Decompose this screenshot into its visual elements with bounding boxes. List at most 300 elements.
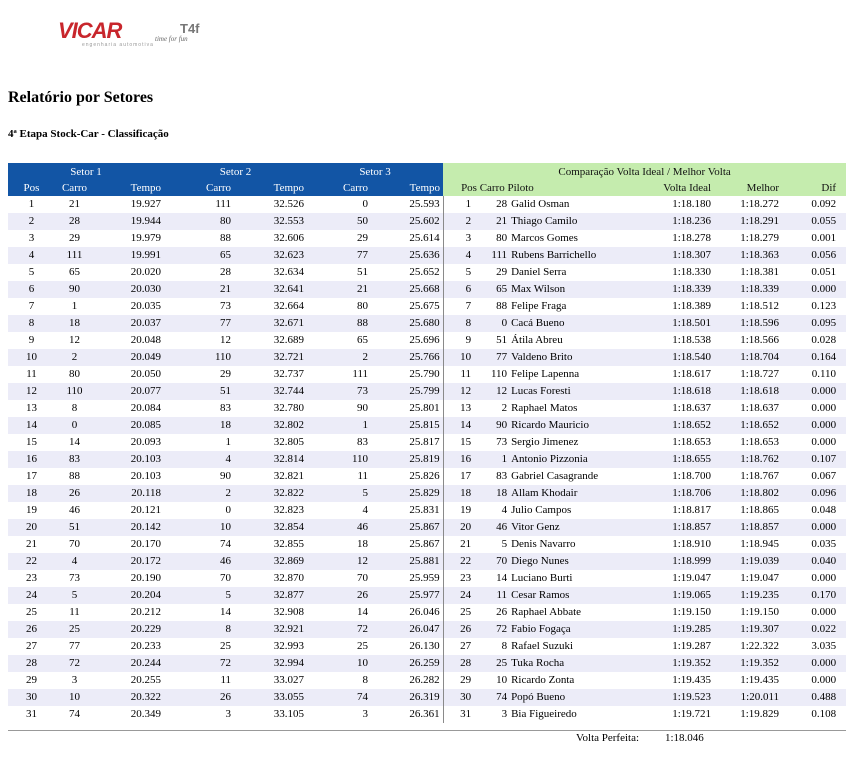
sector1-car: 90 bbox=[55, 281, 94, 298]
cmp-best-lap: 1:18.727 bbox=[740, 368, 780, 380]
cmp-driver: Rubens Barrichello bbox=[510, 247, 649, 264]
sector3-car: 0 bbox=[362, 198, 369, 210]
sector1-time: 20.233 bbox=[130, 640, 162, 652]
sector3-time: 25.652 bbox=[371, 264, 443, 281]
sector1-car: 8 bbox=[71, 402, 78, 414]
sector1-time: 20.103 bbox=[94, 451, 164, 468]
cmp-pos: 5 bbox=[465, 266, 472, 278]
sector2-time: 32.823 bbox=[273, 504, 305, 516]
cmp-car: 28 bbox=[496, 198, 508, 210]
sector2-car: 12 bbox=[220, 334, 232, 346]
sector2-time: 32.921 bbox=[234, 621, 307, 638]
sector1-time: 20.049 bbox=[94, 349, 164, 366]
sector1-time: 20.020 bbox=[130, 266, 162, 278]
cmp-car: 73 bbox=[496, 436, 508, 448]
table-row bbox=[8, 672, 846, 689]
cmp-driver: Cesar Ramos bbox=[510, 587, 649, 604]
sector3-car: 8 bbox=[362, 674, 369, 686]
sector2-car: 73 bbox=[220, 300, 232, 312]
cmp-best-lap: 1:18.291 bbox=[714, 213, 782, 230]
sector2-time: 32.870 bbox=[273, 572, 305, 584]
cmp-diff: 0.092 bbox=[811, 198, 837, 210]
sector1-time: 20.084 bbox=[130, 402, 162, 414]
cmp-ideal-lap: 1:18.389 bbox=[672, 300, 712, 312]
sector-pos: 30 bbox=[8, 689, 55, 706]
cmp-best-lap: 1:18.762 bbox=[714, 451, 782, 468]
sector3-car: 5 bbox=[307, 485, 371, 502]
sector1-time: 20.229 bbox=[94, 621, 164, 638]
cmp-diff: 0.000 bbox=[782, 281, 846, 298]
sector3-car: 80 bbox=[357, 300, 369, 312]
cmp-driver: Cacá Bueno bbox=[510, 315, 649, 332]
cmp-ideal-lap: 1:19.523 bbox=[649, 689, 714, 706]
table-row bbox=[8, 213, 846, 230]
cmp-ideal-lap: 1:18.538 bbox=[672, 334, 712, 346]
sector1-time: 19.944 bbox=[94, 213, 164, 230]
cmp-best-lap: 1:18.802 bbox=[714, 485, 782, 502]
cmp-driver: Daniel Serra bbox=[511, 266, 567, 278]
sector-pos: 29 bbox=[26, 674, 37, 686]
sector2-time: 32.780 bbox=[273, 402, 305, 414]
cmp-diff: 0.123 bbox=[811, 300, 837, 312]
sector2-car: 111 bbox=[215, 198, 232, 210]
table-row bbox=[8, 349, 846, 366]
cmp-driver: Julio Campos bbox=[511, 504, 572, 516]
sector-pos: 27 bbox=[26, 640, 37, 652]
cmp-driver: Fabio Fogaça bbox=[510, 621, 649, 638]
sector1-car: 80 bbox=[69, 368, 80, 380]
sector1-car: 73 bbox=[69, 572, 80, 584]
sector1-time: 20.212 bbox=[130, 606, 162, 618]
sector3-time: 26.046 bbox=[371, 604, 443, 621]
sector1-time: 20.190 bbox=[130, 572, 162, 584]
sector1-time: 20.048 bbox=[130, 334, 162, 346]
cmp-car: 90 bbox=[475, 417, 510, 434]
cmp-diff: 0.000 bbox=[811, 674, 837, 686]
sector1-time: 20.170 bbox=[130, 538, 162, 550]
cmp-pos: 21 bbox=[460, 538, 472, 550]
sector1-car: 88 bbox=[69, 470, 80, 482]
sector1-car: 11 bbox=[69, 606, 80, 618]
sector3-car: 3 bbox=[362, 708, 369, 720]
cmp-ideal-lap: 1:18.817 bbox=[672, 504, 712, 516]
sector-pos: 6 bbox=[8, 281, 55, 298]
sector3-time: 25.675 bbox=[371, 298, 443, 315]
sector1-time: 20.030 bbox=[94, 281, 164, 298]
cmp-best-lap: 1:19.150 bbox=[740, 606, 780, 618]
cmp-ideal-lap: 1:18.655 bbox=[649, 451, 714, 468]
sector1-car: 1 bbox=[71, 300, 78, 312]
sector-pos: 26 bbox=[8, 621, 55, 638]
sector3-car: 74 bbox=[307, 689, 371, 706]
cmp-pos: 24 bbox=[443, 587, 475, 604]
cmp-ideal-lap: 1:18.501 bbox=[649, 315, 714, 332]
cmp-ideal-lap: 1:19.065 bbox=[649, 587, 714, 604]
cmp-best-lap: 1:18.704 bbox=[714, 349, 782, 366]
cmp-driver: Lucas Foresti bbox=[510, 383, 649, 400]
cmp-diff: 0.000 bbox=[811, 436, 837, 448]
cmp-diff: 0.095 bbox=[782, 315, 846, 332]
sector1-car: 51 bbox=[55, 519, 94, 536]
cmp-diff: 0.170 bbox=[782, 587, 846, 604]
sector3-time: 26.282 bbox=[371, 672, 443, 689]
sector1-time: 20.077 bbox=[94, 383, 164, 400]
sector3-time: 25.799 bbox=[371, 383, 443, 400]
sector3-time: 25.790 bbox=[371, 366, 443, 383]
sector2-car: 0 bbox=[225, 504, 232, 516]
cmp-car: 74 bbox=[475, 689, 510, 706]
sector3-time: 25.602 bbox=[371, 213, 443, 230]
sector3-car: 51 bbox=[357, 266, 369, 278]
cmp-pos: 31 bbox=[460, 708, 472, 720]
cmp-car: 14 bbox=[496, 572, 508, 584]
cmp-best-lap: 1:18.857 bbox=[714, 519, 782, 536]
sector2-car: 65 bbox=[164, 247, 234, 264]
sector1-car: 3 bbox=[71, 674, 78, 686]
cmp-diff: 0.000 bbox=[782, 519, 846, 536]
sector1-car: 110 bbox=[55, 383, 94, 400]
sector3-time: 25.959 bbox=[371, 570, 443, 587]
cmp-driver: Max Wilson bbox=[510, 281, 649, 298]
cmp-best-lap: 1:19.235 bbox=[714, 587, 782, 604]
sector1-time: 20.255 bbox=[130, 674, 162, 686]
cmp-ideal-lap: 1:19.150 bbox=[672, 606, 712, 618]
sector2-time: 32.854 bbox=[234, 519, 307, 536]
sector-pos: 4 bbox=[8, 247, 55, 264]
sector3-car: 111 bbox=[352, 368, 369, 380]
table-row bbox=[8, 468, 846, 485]
sector2-time: 32.855 bbox=[273, 538, 305, 550]
sector-pos: 18 bbox=[8, 485, 55, 502]
cmp-ideal-lap: 1:18.540 bbox=[649, 349, 714, 366]
sector1-car: 111 bbox=[55, 247, 94, 264]
sector3-car: 50 bbox=[307, 213, 371, 230]
sector1-time: 20.142 bbox=[94, 519, 164, 536]
cmp-diff: 0.001 bbox=[811, 232, 837, 244]
sector2-time: 32.606 bbox=[273, 232, 305, 244]
cmp-car: 18 bbox=[475, 485, 510, 502]
cmp-driver: Thiago Camilo bbox=[510, 213, 649, 230]
sector3-car: 90 bbox=[357, 402, 369, 414]
cmp-driver: Ricardo Mauricio bbox=[510, 417, 649, 434]
sector2-car: 74 bbox=[220, 538, 232, 550]
sector3-time: 26.130 bbox=[371, 638, 443, 655]
table-row bbox=[8, 230, 846, 247]
table-row bbox=[8, 196, 846, 213]
cmp-pos: 6 bbox=[443, 281, 475, 298]
cmp-pos: 16 bbox=[443, 451, 475, 468]
cmp-car: 8 bbox=[501, 640, 508, 652]
cmp-best-lap: 1:18.618 bbox=[714, 383, 782, 400]
cmp-best-lap: 1:19.829 bbox=[740, 708, 780, 720]
cmp-best-lap: 1:18.272 bbox=[740, 198, 780, 210]
sector2-car: 14 bbox=[220, 606, 232, 618]
col-dif: Dif bbox=[782, 180, 846, 196]
cmp-pos: 1 bbox=[465, 198, 472, 210]
col-carro: Carro bbox=[307, 180, 371, 196]
sector2-time: 33.105 bbox=[273, 708, 305, 720]
sector2-car: 77 bbox=[164, 315, 234, 332]
sector2-car: 1 bbox=[225, 436, 232, 448]
table-row bbox=[8, 451, 846, 468]
sector-pos: 7 bbox=[28, 300, 35, 312]
cmp-pos: 3 bbox=[465, 232, 472, 244]
sector2-time: 32.689 bbox=[273, 334, 305, 346]
sector2-time: 32.822 bbox=[234, 485, 307, 502]
sector3-car: 2 bbox=[307, 349, 371, 366]
cmp-driver: Raphael Matos bbox=[511, 402, 578, 414]
sector1-car: 18 bbox=[55, 315, 94, 332]
cmp-best-lap: 1:18.596 bbox=[714, 315, 782, 332]
sector3-car: 65 bbox=[357, 334, 369, 346]
cmp-ideal-lap: 1:18.180 bbox=[672, 198, 712, 210]
sector3-time: 25.817 bbox=[371, 434, 443, 451]
cmp-best-lap: 1:18.945 bbox=[740, 538, 780, 550]
sector3-time: 26.047 bbox=[371, 621, 443, 638]
cmp-car: 1 bbox=[475, 451, 510, 468]
sector3-time: 25.593 bbox=[371, 196, 443, 213]
sector3-car: 11 bbox=[357, 470, 369, 482]
sector-pos: 12 bbox=[8, 383, 55, 400]
cmp-ideal-lap: 1:18.706 bbox=[649, 485, 714, 502]
table-row bbox=[8, 706, 846, 723]
cmp-car: 72 bbox=[475, 621, 510, 638]
cmp-diff: 0.096 bbox=[782, 485, 846, 502]
sector3-car: 72 bbox=[307, 621, 371, 638]
sector3-time: 25.668 bbox=[371, 281, 443, 298]
cmp-driver: Marcos Gomes bbox=[511, 232, 578, 244]
sector1-time: 19.991 bbox=[94, 247, 164, 264]
sector1-car: 74 bbox=[69, 708, 80, 720]
cmp-ideal-lap: 1:19.435 bbox=[672, 674, 712, 686]
cmp-ideal-lap: 1:18.330 bbox=[672, 266, 712, 278]
cmp-car: 110 bbox=[490, 368, 508, 380]
sector3-car: 12 bbox=[307, 553, 371, 570]
sector3-car: 88 bbox=[307, 315, 371, 332]
table-row bbox=[8, 264, 846, 281]
sector1-car: 25 bbox=[55, 621, 94, 638]
sector2-time: 32.634 bbox=[273, 266, 305, 278]
cmp-pos: 8 bbox=[443, 315, 475, 332]
cmp-driver: Felipe Lapenna bbox=[511, 368, 580, 380]
cmp-diff: 0.051 bbox=[811, 266, 837, 278]
vicar-logo-text: VICAR bbox=[58, 18, 122, 43]
table-row bbox=[8, 553, 846, 570]
sector1-car: 77 bbox=[69, 640, 80, 652]
cmp-ideal-lap: 1:18.652 bbox=[649, 417, 714, 434]
sector-pos: 24 bbox=[8, 587, 55, 604]
sector3-time: 25.977 bbox=[371, 587, 443, 604]
sector2-car: 25 bbox=[220, 640, 232, 652]
cmp-diff: 0.022 bbox=[782, 621, 846, 638]
cmp-car: 70 bbox=[475, 553, 510, 570]
t4f-logo-text: T4f bbox=[180, 21, 200, 36]
sector1-car: 21 bbox=[69, 198, 80, 210]
col-carro: Carro bbox=[55, 180, 94, 196]
cmp-diff: 0.028 bbox=[811, 334, 837, 346]
cmp-best-lap: 1:18.652 bbox=[714, 417, 782, 434]
col-volta-ideal: Volta Ideal bbox=[649, 180, 714, 196]
sector-pos: 1 bbox=[28, 198, 35, 210]
cmp-pos: 15 bbox=[460, 436, 472, 448]
sector2-car: 110 bbox=[164, 349, 234, 366]
sector2-time: 32.526 bbox=[273, 198, 305, 210]
cmp-best-lap: 1:18.566 bbox=[740, 334, 780, 346]
sector1-car: 72 bbox=[55, 655, 94, 672]
table-row bbox=[8, 281, 846, 298]
cmp-driver: Allam Khodair bbox=[510, 485, 649, 502]
cmp-pos: 2 bbox=[443, 213, 475, 230]
sector2-time: 32.877 bbox=[234, 587, 307, 604]
sector-pos: 23 bbox=[26, 572, 37, 584]
cmp-ideal-lap: 1:18.618 bbox=[649, 383, 714, 400]
cmp-ideal-lap: 1:19.287 bbox=[672, 640, 712, 652]
table-row bbox=[8, 485, 846, 502]
cmp-pos: 26 bbox=[443, 621, 475, 638]
table-row bbox=[8, 315, 846, 332]
cmp-best-lap: 1:18.653 bbox=[740, 436, 780, 448]
cmp-diff: 0.000 bbox=[782, 417, 846, 434]
sector1-time: 20.103 bbox=[130, 470, 162, 482]
cmp-best-lap: 1:22.322 bbox=[740, 640, 780, 652]
sector3-car: 83 bbox=[357, 436, 369, 448]
cmp-pos: 13 bbox=[460, 402, 472, 414]
sector2-car: 90 bbox=[220, 470, 232, 482]
sector3-time: 25.831 bbox=[371, 502, 443, 519]
table-row bbox=[8, 400, 846, 417]
sector2-car: 18 bbox=[164, 417, 234, 434]
cmp-pos: 28 bbox=[443, 655, 475, 672]
sector3-time: 26.259 bbox=[371, 655, 443, 672]
sector2-time: 32.805 bbox=[273, 436, 305, 448]
cmp-diff: 0.000 bbox=[811, 606, 837, 618]
sector1-car: 0 bbox=[55, 417, 94, 434]
sector2-time: 32.721 bbox=[234, 349, 307, 366]
cmp-pos: 22 bbox=[443, 553, 475, 570]
perfect-lap-label: Volta Perfeita: bbox=[576, 732, 640, 744]
cmp-pos: 25 bbox=[460, 606, 472, 618]
cmp-diff: 0.107 bbox=[782, 451, 846, 468]
sector2-car: 4 bbox=[164, 451, 234, 468]
sector2-time: 32.869 bbox=[234, 553, 307, 570]
col-pos-carro-piloto: Pos Carro Piloto bbox=[443, 180, 649, 196]
cmp-car: 3 bbox=[501, 708, 508, 720]
sector1-car: 83 bbox=[55, 451, 94, 468]
sector3-car: 26 bbox=[307, 587, 371, 604]
sector1-car: 46 bbox=[69, 504, 80, 516]
sector3-car: 46 bbox=[307, 519, 371, 536]
sector1-time: 20.121 bbox=[130, 504, 162, 516]
cmp-car: 0 bbox=[475, 315, 510, 332]
sector3-time: 25.614 bbox=[371, 230, 443, 247]
sector-pos: 31 bbox=[26, 708, 37, 720]
cmp-driver: Gabriel Casagrande bbox=[511, 470, 599, 482]
sector2-time: 32.908 bbox=[273, 606, 305, 618]
sector1-car: 5 bbox=[55, 587, 94, 604]
results-body bbox=[8, 196, 846, 723]
cmp-car: 12 bbox=[475, 383, 510, 400]
vicar-logo-subtitle: engenharia automotiva bbox=[82, 42, 154, 48]
cmp-ideal-lap: 1:19.721 bbox=[672, 708, 712, 720]
sector2-time: 32.641 bbox=[234, 281, 307, 298]
vicar-t4f-logo bbox=[58, 20, 208, 50]
sector2-time: 33.055 bbox=[234, 689, 307, 706]
sector3-time: 25.766 bbox=[371, 349, 443, 366]
sector3-time: 25.867 bbox=[371, 536, 443, 553]
sector-pos: 17 bbox=[26, 470, 37, 482]
sector2-car: 2 bbox=[164, 485, 234, 502]
cmp-ideal-lap: 1:19.352 bbox=[649, 655, 714, 672]
cmp-best-lap: 1:18.363 bbox=[714, 247, 782, 264]
sector1-time: 20.322 bbox=[94, 689, 164, 706]
cmp-driver: Vitor Genz bbox=[510, 519, 649, 536]
cmp-pos: 10 bbox=[443, 349, 475, 366]
cmp-driver: Galid Osman bbox=[511, 198, 570, 210]
cmp-diff: 3.035 bbox=[811, 640, 837, 652]
sector1-car: 26 bbox=[55, 485, 94, 502]
sector2-time: 32.814 bbox=[234, 451, 307, 468]
cmp-pos: 7 bbox=[465, 300, 472, 312]
cmp-diff: 0.000 bbox=[811, 572, 837, 584]
cmp-ideal-lap: 1:18.278 bbox=[672, 232, 712, 244]
cmp-car: 21 bbox=[475, 213, 510, 230]
sector-pos: 10 bbox=[8, 349, 55, 366]
cmp-best-lap: 1:20.011 bbox=[714, 689, 782, 706]
cmp-car: 77 bbox=[475, 349, 510, 366]
cmp-car: 80 bbox=[496, 232, 508, 244]
sector1-car: 10 bbox=[55, 689, 94, 706]
sector1-header: Setor 1 bbox=[8, 163, 164, 180]
cmp-ideal-lap: 1:19.285 bbox=[649, 621, 714, 638]
sector1-time: 20.118 bbox=[94, 485, 164, 502]
perfect-lap-value: 1:18.046 bbox=[665, 732, 704, 744]
cmp-driver: Átila Abreu bbox=[511, 334, 563, 346]
cmp-driver: Popó Bueno bbox=[510, 689, 649, 706]
cmp-driver: Ricardo Zonta bbox=[511, 674, 575, 686]
cmp-diff: 0.000 bbox=[782, 655, 846, 672]
sector3-time: 26.319 bbox=[371, 689, 443, 706]
cmp-pos: 29 bbox=[460, 674, 472, 686]
cmp-pos: 27 bbox=[460, 640, 472, 652]
sector3-car: 14 bbox=[357, 606, 369, 618]
sector-pos: 5 bbox=[28, 266, 35, 278]
sector2-time: 32.671 bbox=[234, 315, 307, 332]
sector3-time: 25.819 bbox=[371, 451, 443, 468]
cmp-ideal-lap: 1:18.307 bbox=[649, 247, 714, 264]
sector-pos: 14 bbox=[8, 417, 55, 434]
cmp-car: 26 bbox=[496, 606, 508, 618]
table-row bbox=[8, 502, 846, 519]
sector2-car: 80 bbox=[164, 213, 234, 230]
sector1-car: 2 bbox=[55, 349, 94, 366]
cmp-pos: 17 bbox=[460, 470, 472, 482]
sector3-car: 29 bbox=[357, 232, 369, 244]
sector3-car: 21 bbox=[307, 281, 371, 298]
cmp-pos: 30 bbox=[443, 689, 475, 706]
sector1-car: 65 bbox=[69, 266, 80, 278]
sector-pos: 19 bbox=[26, 504, 37, 516]
sector2-time: 33.027 bbox=[273, 674, 305, 686]
sector2-time: 32.744 bbox=[234, 383, 307, 400]
sector1-car: 70 bbox=[69, 538, 80, 550]
sector3-time: 26.361 bbox=[371, 706, 443, 723]
sector1-time: 20.050 bbox=[130, 368, 162, 380]
sector2-time: 32.994 bbox=[234, 655, 307, 672]
cmp-pos: 18 bbox=[443, 485, 475, 502]
sector2-car: 8 bbox=[164, 621, 234, 638]
sector-pos: 20 bbox=[8, 519, 55, 536]
cmp-ideal-lap: 1:18.236 bbox=[649, 213, 714, 230]
